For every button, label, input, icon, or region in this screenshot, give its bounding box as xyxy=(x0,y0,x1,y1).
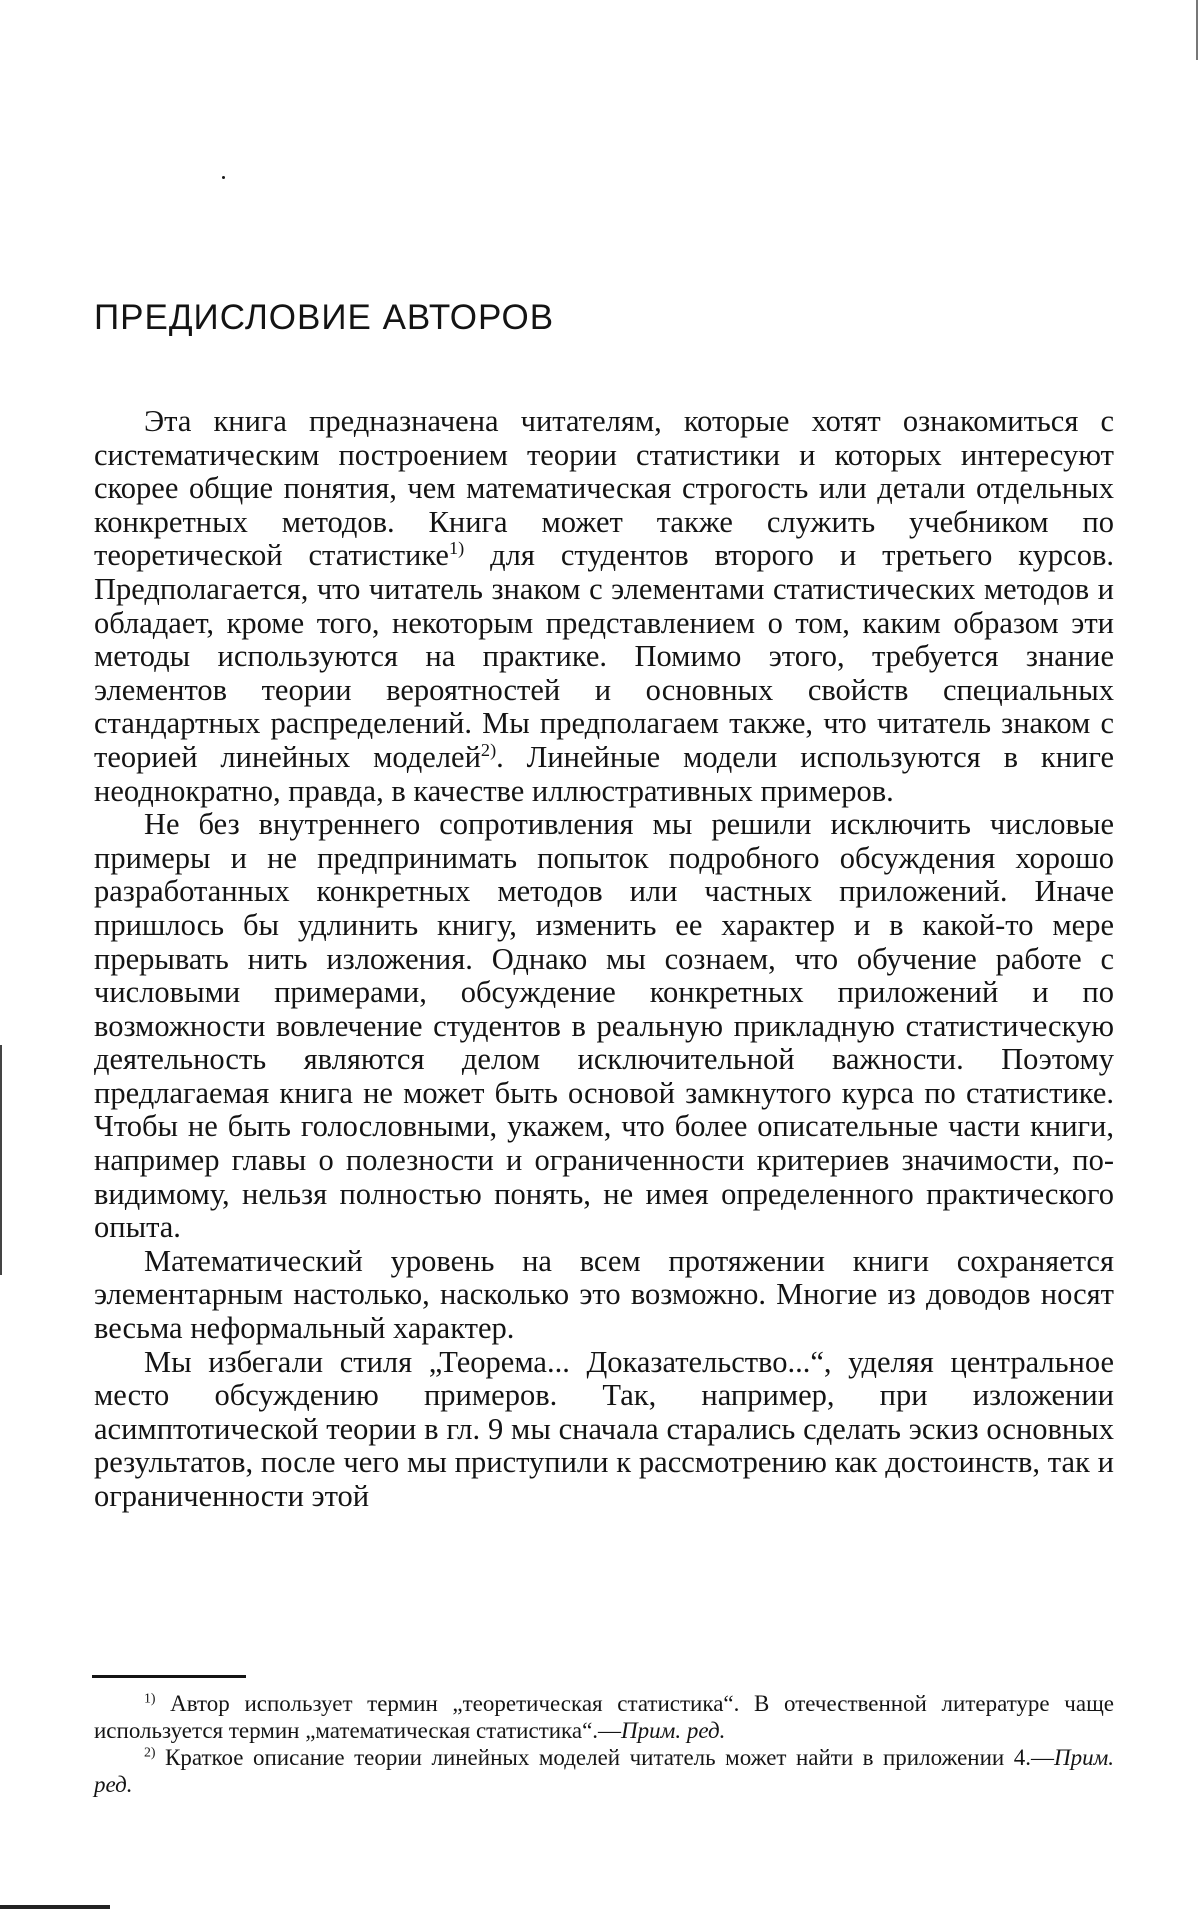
paragraph xyxy=(94,1346,1114,1514)
chapter-heading: ПРЕДИСЛОВИЕ АВТОРОВ xyxy=(94,298,555,337)
scan-speck xyxy=(222,176,225,179)
scan-edge-artifact xyxy=(0,1045,2,1275)
paragraph-text: для студентов второго и третьего курсов. Предполагается, что читатель знаком с элементами статистических методов и обладает, кроме того, некоторым представлением о том, каким образом эти методы используются на практике. Помимо этого, требуется знание элементов теории вероятностей и основных свойств специальных стандартных распределений. Мы предполагаем также, что читатель знаком с теорией линейных моделей xyxy=(94,538,1115,774)
paragraph-text: Мы избегали стиля „Теорема... Доказательство...“, уделяя центральное место обсуждению примеров. Так, например, при изложении асимптотической теории в гл. 9 мы сначала старались сделать эскиз основных результатов, после чего мы приступили к рассмотрению как достоинств, так и ограниченности этой xyxy=(94,1344,1114,1513)
paragraph-text: Эта книга предназначена читателям, которые хотят ознакомиться с систематическим построением теории статистики и которых интересуют скорее общие понятия, чем математическая строгость или детали отдельных конкретных методов. Книга может также служить учебником по теоретической статистике xyxy=(94,404,1114,573)
footnote-mark: 2) xyxy=(144,1744,156,1760)
footnote xyxy=(94,1690,1114,1744)
paragraph xyxy=(94,405,1114,808)
editor-note: Прим. ред. xyxy=(94,1745,1114,1797)
paragraph-text: . Линейные модели используются в книге неоднократно, правда, в качестве иллюстративных примеров. xyxy=(94,739,1114,808)
paragraph-text: Не без внутреннего сопротивления мы решили исключить числовые примеры и не предпринимать попыток подробного обсуждения хорошо разработанных конкретных методов или частных приложений. Иначе пришлось бы удлинить книгу, изменить ее характер и в какой-то мере прерывать нить изложения. Однако мы сознаем, что обучение работе с числовыми примерами, обсуждение конкретных приложений и по возможности вовлечение студентов в реальную прикладную статистическую деятельность являются делом исключительной важности. Поэтому предлагаемая книга не может быть основой замкнутого курса по статистике. Чтобы не быть голословными, укажем, что более описательные части книги, например главы о полезности и ограниченности критериев значимости, по-видимому, нельзя полностью понять, не имея определенного практического опыта. xyxy=(94,807,1114,1245)
main-text xyxy=(94,405,1114,1514)
scan-edge-artifact xyxy=(0,1905,110,1909)
paragraph-text: Математический уровень на всем протяжении книги сохраняется элементарным настолько, насколько это возможно. Многие из доводов носят весьма неформальный характер. xyxy=(94,1243,1114,1346)
footnote-mark: 1) xyxy=(144,1690,156,1706)
footnote-reference: 2) xyxy=(480,739,497,760)
footnote-reference: 1) xyxy=(448,538,465,559)
footnote xyxy=(94,1744,1114,1798)
scan-edge-artifact xyxy=(1196,0,1198,60)
footnotes xyxy=(94,1690,1114,1798)
editor-note: Прим. ред. xyxy=(621,1718,726,1743)
footnote-text: Краткое описание теории линейных моделей читатель может найти в приложении 4.— xyxy=(155,1745,1054,1770)
paragraph xyxy=(94,808,1114,1245)
footnote-text: Автор использует термин „теоретическая статистика“. В отечественной литературе чаще используется термин „математическая статистика“.— xyxy=(94,1691,1114,1743)
paragraph xyxy=(94,1245,1114,1346)
footnote-divider xyxy=(92,1675,246,1678)
